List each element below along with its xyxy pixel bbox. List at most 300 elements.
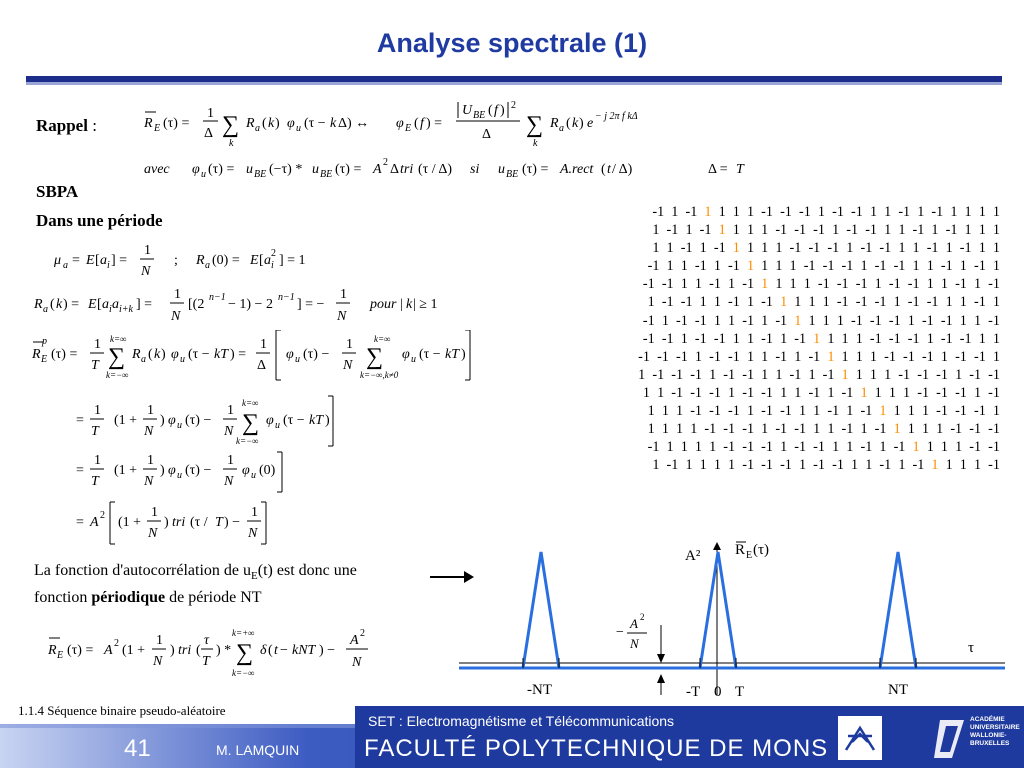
svg-text:f: f: [420, 116, 424, 131]
svg-text:u: u: [177, 420, 182, 431]
svg-text:): ): [500, 103, 505, 118]
sequence-cell: -1: [680, 240, 693, 257]
sequence-cell: -1: [855, 276, 868, 293]
sequence-cell: -1: [647, 439, 660, 456]
sequence-cell: -1: [808, 240, 821, 257]
sequence-cell: 1: [827, 384, 835, 401]
sequence-cell: -1: [955, 384, 967, 401]
sequence-cell: 1: [912, 439, 920, 456]
formula-rappel-1-svg: [142, 100, 682, 160]
svg-text:T: T: [91, 358, 99, 373]
svg-text:(τ) =: (τ) =: [67, 643, 94, 658]
svg-text:a: a: [559, 123, 564, 134]
sequence-cell: 1: [945, 457, 953, 474]
sequence-cell: 1: [746, 294, 755, 311]
svg-text:1: 1: [346, 337, 353, 352]
sequence-cell: 1: [798, 457, 807, 474]
svg-text:− j 2π f kΔ: − j 2π f kΔ: [595, 111, 638, 122]
author-name: M. LAMQUIN: [216, 742, 300, 758]
sequence-cell: -1: [973, 403, 986, 420]
svg-text:(τ / Δ): (τ / Δ): [418, 162, 453, 177]
sequence-cell: 1: [921, 403, 930, 420]
sequence-cell: -1: [827, 240, 840, 257]
svg-text:u: u: [177, 470, 182, 481]
sequence-cell: 1: [680, 330, 688, 347]
sequence-cell: 1: [780, 384, 788, 401]
svg-text:i+k: i+k: [119, 304, 133, 315]
svg-text:1: 1: [207, 106, 214, 121]
svg-text:tri: tri: [178, 643, 192, 658]
autocorr-bold: périodique: [91, 589, 166, 607]
label-neg-t: -T: [686, 684, 701, 700]
svg-text:[: [: [97, 297, 102, 312]
svg-text:t: t: [607, 162, 611, 177]
svg-text:E: E: [250, 253, 259, 268]
sequence-cell: 1: [699, 294, 707, 311]
sequence-cell: 1: [869, 348, 878, 365]
svg-text:(τ) =: (τ) =: [51, 347, 78, 362]
sequence-row: [486, 420, 1000, 438]
sequence-cell: 1: [690, 421, 698, 438]
sequence-cell: -1: [832, 204, 844, 220]
svg-text:k: k: [330, 116, 337, 131]
sequence-cell: -1: [661, 330, 674, 347]
sequence-cell: -1: [973, 258, 986, 275]
svg-text:U: U: [462, 103, 473, 118]
svg-text:T: T: [736, 162, 744, 177]
sequence-cell: -1: [865, 222, 878, 239]
sequence-cell: -1: [690, 366, 703, 383]
svg-text:(: (: [566, 116, 571, 131]
sequence-cell: 1: [973, 312, 982, 329]
sequence-cell: 1: [746, 348, 755, 365]
svg-text:): ): [461, 347, 466, 362]
svg-text:| ≥ 1: | ≥ 1: [413, 297, 438, 312]
sequence-cell: 1: [728, 457, 736, 474]
sequence-cell: 1: [860, 258, 868, 275]
rappel-label: [36, 116, 97, 136]
svg-text:2: 2: [114, 638, 119, 649]
sequence-cell: 1: [888, 384, 896, 401]
svg-text:φ: φ: [286, 347, 294, 362]
svg-text:N: N: [144, 424, 154, 439]
svg-text:p: p: [42, 336, 47, 347]
label-a2: A²: [685, 548, 701, 564]
svg-text:=: =: [76, 413, 84, 428]
sequence-cell: -1: [888, 312, 901, 329]
sequence-cell: -1: [898, 366, 911, 383]
sequence-cell: 1: [718, 204, 726, 220]
sequence-cell: 1: [685, 457, 693, 474]
sequence-cell: -1: [789, 240, 802, 257]
sequence-cell: 1: [761, 222, 769, 239]
svg-text:(1 +: (1 +: [114, 463, 138, 478]
sequence-row: [486, 203, 1000, 221]
svg-text:) =: ) =: [426, 116, 443, 131]
svg-text:1: 1: [144, 243, 151, 258]
sequence-cell: -1: [898, 204, 911, 220]
sequence-cell: -1: [723, 366, 736, 383]
sequence-cell: 1: [874, 276, 882, 293]
sequence-cell: 1: [761, 421, 769, 438]
sequence-cell: 1: [746, 258, 755, 275]
label-tau: τ: [968, 640, 975, 656]
svg-text:(τ) =: (τ) =: [208, 162, 235, 177]
sequence-cell: -1: [851, 312, 863, 329]
sequence-cell: -1: [638, 348, 650, 365]
sequence-cell: -1: [680, 294, 693, 311]
sequence-row: [486, 239, 1000, 257]
sequence-cell: 1: [761, 348, 769, 365]
page-number: 41: [124, 735, 151, 762]
sequence-cell: 1: [855, 348, 863, 365]
sequence-cell: -1: [713, 240, 726, 257]
svg-text:N: N: [224, 474, 234, 489]
svg-text:(0): (0): [259, 463, 276, 478]
sequence-cell: 1: [808, 294, 816, 311]
sequence-cell: -1: [709, 384, 721, 401]
sequence-cell: -1: [874, 258, 887, 275]
sequence-cell: 1: [638, 366, 646, 383]
sequence-cell: 1: [775, 366, 783, 383]
sequence-cell: 1: [713, 258, 721, 275]
sequence-cell: -1: [973, 294, 986, 311]
sequence-cell: 1: [893, 294, 901, 311]
sequence-cell: 1: [657, 384, 665, 401]
autocorrelation-plot: [455, 540, 1015, 700]
svg-text:a: a: [141, 354, 146, 365]
sequence-cell: 1: [884, 204, 892, 220]
sequence-cell: -1: [936, 403, 948, 420]
svg-text:BE: BE: [473, 110, 486, 121]
sequence-cell: -1: [761, 330, 773, 347]
sequence-cell: 1: [661, 312, 669, 329]
svg-text:i: i: [109, 304, 112, 315]
formula-rappel-2: [142, 155, 762, 186]
label-zero: 0: [714, 684, 722, 700]
sequence-cell: 1: [794, 294, 802, 311]
svg-text:): ): [325, 413, 330, 428]
sequence-cell: -1: [860, 240, 873, 257]
sequence-cell: -1: [879, 457, 892, 474]
fpms-logo-box: [838, 716, 882, 760]
sequence-cell: -1: [893, 258, 906, 275]
svg-text:τ: τ: [204, 633, 210, 648]
sequence-cell: -1: [694, 258, 707, 275]
svg-text:1: 1: [94, 403, 101, 418]
sequence-cell: 1: [917, 204, 925, 220]
svg-text:[: [: [259, 253, 264, 268]
sequence-cell: -1: [921, 348, 934, 365]
svg-text:pour: pour: [370, 297, 397, 312]
sequence-cell: -1: [666, 457, 679, 474]
autocorr-text-2: (t) est donc une fonction: [34, 562, 357, 607]
sequence-cell: 1: [945, 294, 953, 311]
sequence-cell: -1: [988, 366, 1000, 383]
sequence-cell: -1: [917, 366, 930, 383]
sequence-cell: 1: [950, 204, 958, 220]
sequence-cell: 1: [978, 222, 986, 239]
svg-text:BE: BE: [506, 169, 519, 180]
sequence-cell: 1: [775, 276, 783, 293]
label-re-arg: (τ): [753, 542, 770, 558]
svg-text:1: 1: [147, 403, 154, 418]
sequence-cell: -1: [950, 421, 963, 438]
sequence-cell: 1: [775, 240, 783, 257]
sequence-cell: -1: [709, 348, 721, 365]
sequence-cell: 1: [926, 276, 934, 293]
svg-text:i: i: [107, 260, 110, 271]
sequence-cell: 1: [813, 330, 821, 347]
svg-text:k: k: [572, 116, 579, 131]
sequence-cell: -1: [936, 384, 948, 401]
binary-sequence-table: [486, 203, 1000, 474]
sequence-cell: -1: [988, 439, 1000, 456]
sequence-cell: 1: [879, 439, 887, 456]
sequence-row: [486, 293, 1000, 311]
sequence-cell: 1: [893, 421, 901, 438]
sequence-cell: -1: [676, 312, 688, 329]
sequence-cell: -1: [860, 403, 873, 420]
sequence-cell: -1: [945, 222, 958, 239]
sequence-cell: 1: [973, 276, 982, 293]
sequence-cell: 1: [855, 330, 863, 347]
sequence-cell: -1: [803, 258, 816, 275]
svg-text:(τ −: (τ −: [304, 116, 326, 131]
sequence-cell: 1: [992, 403, 1000, 420]
sequence-cell: 1: [694, 276, 703, 293]
sequence-cell: -1: [959, 240, 972, 257]
sequence-cell: -1: [798, 204, 811, 220]
sequence-cell: 1: [794, 312, 802, 329]
sequence-cell: 1: [666, 258, 674, 275]
svg-text:k: k: [406, 297, 413, 312]
svg-text:R: R: [48, 643, 57, 658]
formula-mean: [52, 240, 352, 285]
sequence-cell: 1: [780, 330, 788, 347]
sequence-cell: -1: [940, 258, 953, 275]
sequence-cell: -1: [723, 421, 736, 438]
svg-text:− 1) − 2: − 1) − 2: [228, 297, 273, 312]
sequence-cell: 1: [955, 439, 963, 456]
svg-text:N: N: [337, 309, 347, 324]
svg-text:A: A: [104, 643, 113, 658]
svg-text:u: u: [296, 123, 301, 134]
sequence-cell: 1: [907, 312, 915, 329]
svg-text:N: N: [352, 655, 362, 670]
svg-text:k=∞: k=∞: [374, 334, 391, 344]
sequence-cell: 1: [761, 240, 769, 257]
svg-text:φ: φ: [168, 463, 176, 478]
sequence-cell: 1: [992, 348, 1000, 365]
svg-text:2: 2: [100, 510, 105, 521]
svg-text:(τ −: (τ −: [283, 413, 305, 428]
svg-text:a: a: [43, 304, 48, 315]
sequence-cell: 1: [713, 457, 721, 474]
sequence-cell: 1: [926, 258, 934, 275]
sequence-cell: -1: [666, 222, 679, 239]
svg-text:k: k: [268, 116, 275, 131]
sequence-cell: 1: [832, 222, 840, 239]
sequence-cell: 1: [694, 439, 703, 456]
sequence-cell: -1: [728, 348, 740, 365]
slide-title: Analyse spectrale (1): [376, 28, 648, 58]
sequence-cell: 1: [884, 222, 892, 239]
sequence-cell: -1: [926, 240, 939, 257]
svg-text:1: 1: [260, 337, 267, 352]
svg-text:∑: ∑: [236, 640, 254, 666]
sequence-cell: -1: [671, 366, 684, 383]
sequence-cell: 1: [827, 330, 835, 347]
sequence-cell: -1: [742, 439, 755, 456]
sequence-cell: 1: [761, 366, 769, 383]
sequence-cell: 1: [903, 384, 911, 401]
sequence-cell: 1: [940, 276, 948, 293]
sequence-cell: -1: [836, 294, 849, 311]
svg-text:a: a: [100, 253, 107, 268]
sequence-cell: 1: [898, 222, 906, 239]
sequence-cell: -1: [690, 403, 703, 420]
svg-text:[: [: [95, 253, 100, 268]
sequence-cell: -1: [813, 222, 825, 239]
sequence-cell: 1: [652, 222, 660, 239]
autocorr-description: [34, 560, 414, 609]
sequence-row: [486, 402, 1000, 420]
svg-text:T: T: [91, 424, 99, 439]
svg-text:k=−∞: k=−∞: [232, 668, 255, 678]
sequence-cell: 1: [841, 366, 849, 383]
sequence-cell: -1: [699, 222, 712, 239]
sequence-cell: 1: [775, 258, 783, 275]
sequence-cell: -1: [841, 258, 854, 275]
sequence-cell: -1: [676, 348, 688, 365]
svg-text:i: i: [271, 260, 274, 271]
svg-text:(1 +: (1 +: [114, 413, 138, 428]
svg-text:1: 1: [227, 453, 234, 468]
sequence-cell: 1: [992, 330, 1000, 347]
svg-text:Δ) ↔: Δ) ↔: [338, 116, 370, 131]
svg-text:/ Δ): / Δ): [612, 162, 633, 177]
svg-text:1: 1: [94, 453, 101, 468]
pointer-arrow: [428, 567, 476, 587]
svg-text:N: N: [171, 309, 181, 324]
svg-text:A: A: [90, 515, 99, 530]
sequence-cell: -1: [661, 294, 674, 311]
sequence-cell: 1: [642, 384, 650, 401]
sequence-cell: -1: [940, 330, 953, 347]
formula-final: [46, 626, 386, 687]
sequence-cell: -1: [931, 204, 944, 220]
rappel-colon: :: [87, 116, 97, 135]
svg-text:(: (: [262, 116, 267, 131]
svg-text:δ: δ: [260, 643, 267, 658]
sequence-cell: 1: [973, 384, 982, 401]
sequence-cell: -1: [728, 294, 740, 311]
svg-text:(1 +: (1 +: [122, 643, 146, 658]
sequence-cell: 1: [832, 439, 840, 456]
sequence-cell: 1: [666, 439, 674, 456]
svg-text:1: 1: [174, 287, 181, 302]
svg-text:u: u: [180, 354, 185, 365]
sequence-cell: -1: [652, 204, 665, 220]
sequence-cell: -1: [780, 204, 792, 220]
sequence-cell: -1: [921, 312, 934, 329]
sequence-cell: 1: [718, 222, 726, 239]
sequence-cell: 1: [817, 204, 825, 220]
svg-text:(τ −: (τ −: [188, 347, 210, 362]
sequence-cell: 1: [746, 204, 755, 220]
svg-text:E: E: [41, 354, 48, 365]
svg-text:u: u: [295, 354, 300, 365]
sequence-cell: -1: [761, 439, 773, 456]
svg-text:φ: φ: [287, 116, 295, 131]
svg-text:a: a: [205, 260, 210, 271]
svg-text:a: a: [264, 253, 271, 268]
sequence-cell: 1: [661, 403, 669, 420]
svg-text:E: E: [57, 650, 64, 661]
sequence-cell: 1: [652, 240, 660, 257]
sequence-cell: -1: [761, 403, 773, 420]
svg-text:k: k: [533, 138, 538, 149]
autocorr-text-3: de période NT: [165, 589, 262, 607]
svg-text:k=−∞: k=−∞: [236, 436, 259, 446]
sequence-cell: 1: [761, 258, 769, 275]
sequence-cell: -1: [817, 276, 830, 293]
sequence-cell: 1: [694, 348, 703, 365]
svg-text:R: R: [196, 253, 205, 268]
sequence-cell: -1: [742, 457, 755, 474]
sequence-cell: -1: [959, 330, 972, 347]
sequence-cell: -1: [742, 421, 755, 438]
sequence-cell: -1: [775, 312, 788, 329]
formula-periodic: [30, 330, 480, 555]
svg-text:tri: tri: [400, 162, 414, 177]
sequence-cell: 1: [685, 222, 693, 239]
svg-text:∑: ∑: [222, 112, 240, 138]
svg-text:a: a: [255, 123, 260, 134]
svg-text:(: (: [414, 116, 419, 131]
svg-text:N: N: [248, 526, 258, 541]
svg-text:φ: φ: [168, 413, 176, 428]
sequence-row: [486, 221, 1000, 239]
sequence-cell: -1: [955, 276, 967, 293]
academy-line-4: BRUXELLES: [970, 740, 1010, 747]
academy-line-2: UNIVERSITAIRE: [970, 724, 1020, 731]
sequence-cell: -1: [690, 384, 703, 401]
sequence-cell: -1: [794, 330, 807, 347]
svg-text:N: N: [224, 424, 234, 439]
svg-text:(τ) −: (τ) −: [303, 347, 330, 362]
svg-text:a: a: [63, 260, 68, 271]
svg-text:∑: ∑: [108, 344, 126, 370]
svg-text:tri: tri: [172, 515, 186, 530]
sequence-cell: -1: [775, 222, 788, 239]
svg-text:1: 1: [227, 403, 234, 418]
sequence-cell: -1: [728, 403, 740, 420]
svg-text:k=∞: k=∞: [110, 334, 127, 344]
svg-text:BE: BE: [254, 169, 267, 180]
svg-text:1: 1: [156, 633, 163, 648]
svg-text:): ): [170, 643, 175, 658]
svg-text:t: t: [274, 643, 278, 658]
svg-text:) =: ) =: [230, 347, 247, 362]
sequence-cell: 1: [647, 294, 655, 311]
sequence-cell: 1: [732, 204, 740, 220]
svg-text:n−1: n−1: [209, 292, 226, 303]
svg-text:): ): [275, 116, 280, 131]
sequence-cell: 1: [713, 312, 721, 329]
svg-text:k: k: [56, 297, 63, 312]
